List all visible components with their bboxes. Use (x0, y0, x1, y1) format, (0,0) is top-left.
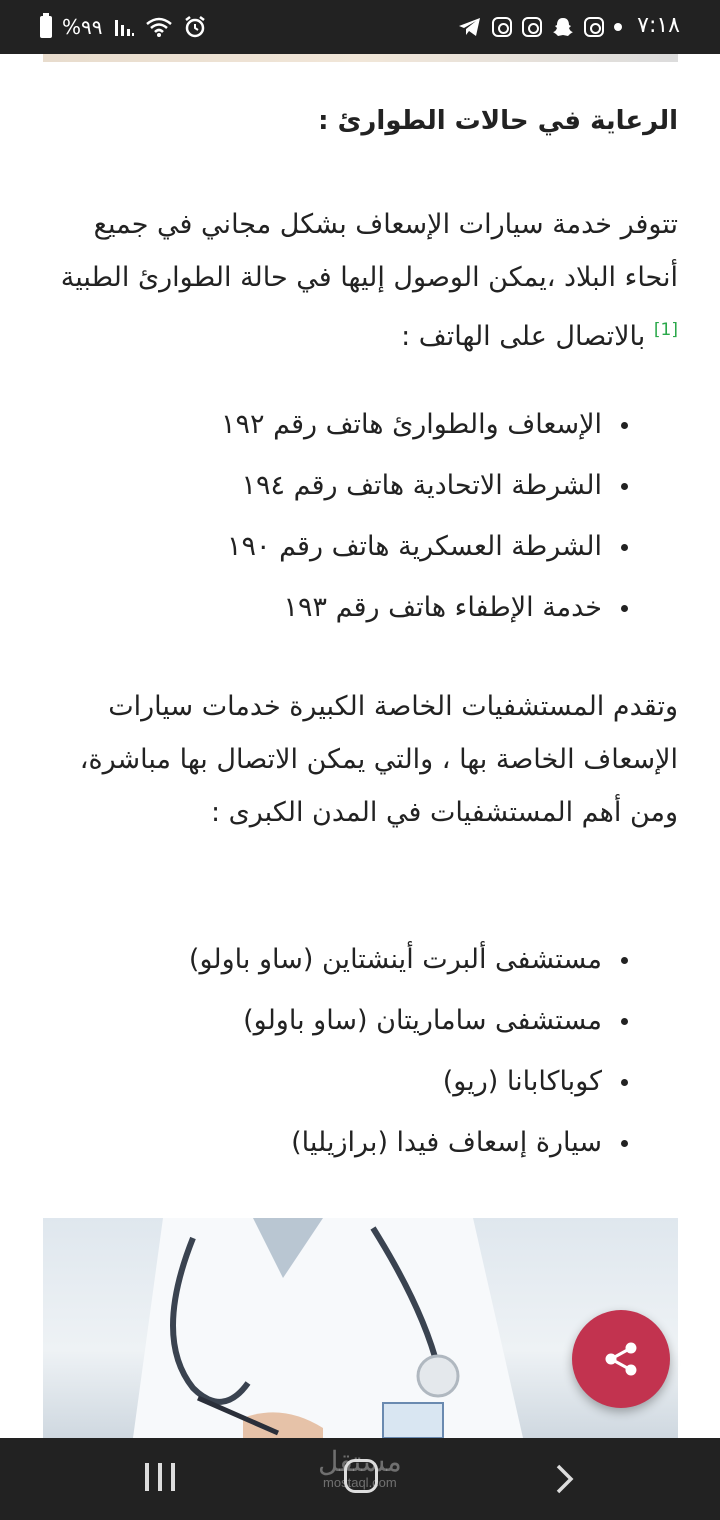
instagram-icon (492, 17, 512, 37)
list-item: الشرطة الاتحادية هاتف رقم ١٩٤ (221, 461, 602, 522)
recents-button[interactable] (145, 1463, 175, 1493)
list-item: مستشفى ألبرت أينشتاين (ساو باولو) (189, 935, 602, 996)
signal-icon (113, 16, 135, 38)
list-item: الشرطة العسكرية هاتف رقم ١٩٠ (221, 522, 602, 583)
list-item: سيارة إسعاف فيدا (برازيليا) (189, 1118, 602, 1179)
notification-icons (458, 12, 622, 42)
telegram-icon (458, 16, 482, 38)
list-item: خدمة الإطفاء هاتف رقم ١٩٣ (221, 583, 602, 644)
home-button[interactable] (344, 1459, 378, 1493)
battery-icon (40, 16, 52, 38)
notification-dot-icon (614, 23, 622, 31)
status-bar (0, 0, 720, 54)
section-heading: الرعاية في حالات الطوارئ : (318, 106, 678, 136)
list-item: مستشفى ساماريتان (ساو باولو) (189, 996, 602, 1057)
intro-text: تتوفر خدمة سيارات الإسعاف بشكل مجاني في جميع أنحاء البلاد ،يمكن الوصول إليها في حالة الطوارئ الطبية (60, 209, 678, 293)
wifi-icon (145, 16, 173, 38)
share-button[interactable] (572, 1310, 670, 1408)
hospitals-list (189, 935, 602, 1179)
hospitals-paragraph: وتقدم المستشفيات الخاصة الكبيرة خدمات سيارات الإسعاف الخاصة بها ، والتي يمكن الاتصال بها مباشرة، ومن أهم المستشفيات في المدن الكبرى : (79, 691, 678, 828)
system-icons (40, 12, 207, 42)
top-image-edge (43, 54, 678, 62)
instagram-icon (522, 17, 542, 37)
status-time: ٧:١٨ (637, 13, 680, 38)
watermark-url: mostaql.com (323, 1475, 397, 1490)
snapchat-icon (552, 16, 574, 38)
intro-paragraph (58, 198, 678, 363)
emergency-numbers-list (221, 400, 602, 644)
watermark-logo: مستقل (318, 1446, 402, 1477)
list-item: الإسعاف والطوارئ هاتف رقم ١٩٢ (221, 400, 602, 461)
instagram-icon (584, 17, 604, 37)
intro-text-end: بالاتصال على الهاتف : (401, 321, 654, 352)
alarm-icon (183, 15, 207, 39)
back-chevron-icon[interactable] (555, 1464, 575, 1494)
list-item: كوباكابانا (ريو) (189, 1057, 602, 1118)
share-icon (602, 1340, 640, 1378)
citation-link[interactable]: [1] (653, 320, 678, 340)
battery-percent: %٩٩ (62, 15, 103, 39)
navigation-bar (0, 1438, 720, 1520)
